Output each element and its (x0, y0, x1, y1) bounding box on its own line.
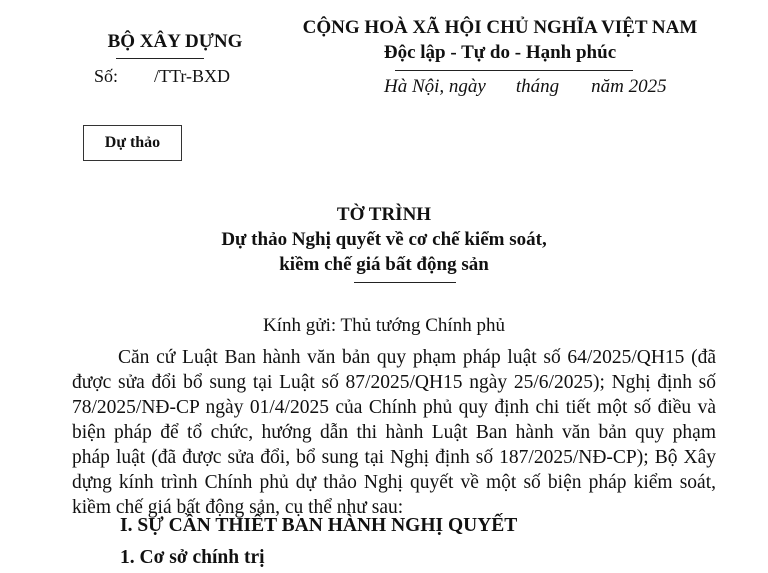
document-number-suffix: /TTr-BXD (154, 66, 231, 86)
date-year: năm 2025 (591, 76, 667, 97)
agency-underline (116, 58, 204, 59)
national-title: CỘNG HOÀ XÃ HỘI CHỦ NGHĨA VIỆT NAM (302, 17, 698, 38)
subsection-heading: 1. Cơ sở chính trị (120, 547, 265, 568)
document-title: TỜ TRÌNH (336, 204, 432, 225)
body-line: 78/2025/NĐ-CP ngày 01/4/2025 của Chính phủ quy định chi tiết một số điều và (72, 397, 716, 418)
body-line: dựng kính trình Chính phủ dự thảo Nghị quyết về một số biện pháp kiểm soát, (72, 472, 716, 493)
date-place: Hà Nội, ngày (384, 76, 486, 97)
body-line: pháp luật (đã được sửa đổi, bổ sung tại Nghị định số 187/2025/NĐ-CP); Bộ Xây (72, 447, 716, 468)
document-subtitle-line-2: kiềm chế giá bất động sản (279, 254, 489, 275)
place-date-line (384, 75, 667, 99)
draft-badge (83, 125, 182, 161)
body-line: Căn cứ Luật Ban hành văn bản quy phạm pháp luật số 64/2025/QH15 (đã (118, 347, 716, 368)
draft-badge-label: Dự thảo (104, 134, 161, 151)
section-heading: I. SỰ CẦN THIẾT BAN HÀNH NGHỊ QUYẾT (120, 515, 518, 536)
document-number (94, 64, 230, 88)
body-line: biện pháp để tổ chức, hướng dẫn thi hành Luật Ban hành văn bản quy phạm (72, 422, 716, 443)
body-line: được sửa đổi bổ sung tại Luật số 87/2025/QH15 ngày 25/6/2025); Nghị định số (72, 372, 716, 393)
motto-underline (395, 70, 633, 71)
document-subtitle-line-1: Dự thảo Nghị quyết về cơ chế kiểm soát, (221, 229, 547, 250)
issuing-agency: BỘ XÂY DỰNG (107, 31, 243, 52)
national-motto: Độc lập - Tự do - Hạnh phúc (383, 42, 617, 63)
title-underline (354, 282, 456, 283)
date-month: tháng (515, 76, 560, 97)
salutation: Kính gửi: Thủ tướng Chính phủ (263, 315, 505, 336)
document-number-label: Số: (94, 66, 119, 86)
body-line: kiềm chế giá bất động sản, cụ thể như sau: (72, 497, 404, 518)
